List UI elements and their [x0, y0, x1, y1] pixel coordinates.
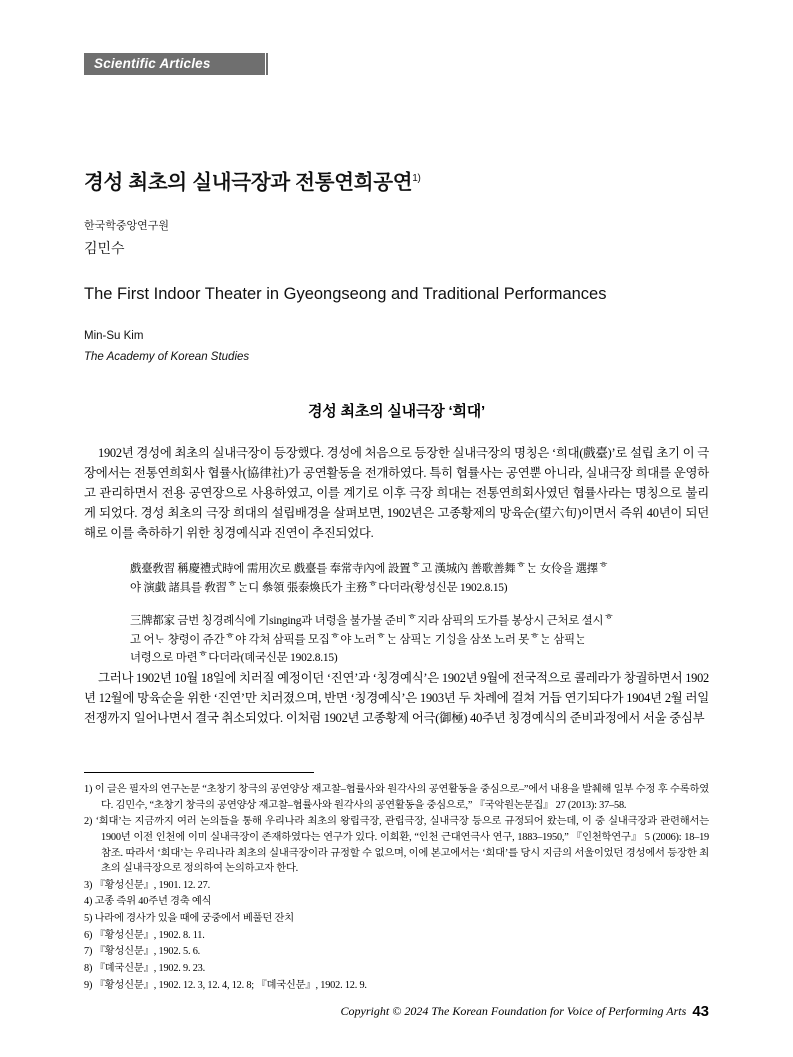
footnote-item: [84, 961, 709, 977]
footnote-text: 『황성신문』, 1901. 12. 27.: [94, 879, 210, 891]
footnote-marker: 5): [84, 913, 93, 925]
footnote-marker: 2): [84, 816, 93, 828]
paragraph-1: [84, 443, 709, 543]
section-heading: 경성 최초의 실내극장 ‘희대’: [307, 403, 486, 420]
footnote-text: 나라에 경사가 있을 때에 궁중에서 베풀던 잔치: [94, 913, 294, 925]
footnotes-list: [84, 782, 709, 994]
footnote-marker: 3): [84, 879, 93, 891]
footnote-item: [84, 782, 709, 813]
footnote-item: [84, 911, 709, 927]
copyright-text: Copyright © 2024 The Korean Foundation for Voice of Performing Arts: [340, 1004, 687, 1018]
footnote-text: 『황성신문』, 1902. 5. 6.: [94, 946, 201, 958]
footnote-marker: 7): [84, 946, 93, 958]
footnote-item: [84, 814, 709, 877]
article-body: [84, 400, 709, 737]
footnote-text: 『황성신문』, 1902. 12. 3, 12. 4, 12. 8; 『뎨국신문』, 1902. 12. 9.: [94, 979, 367, 991]
title-block: [84, 165, 709, 363]
korean-title-footnote-marker: 1): [412, 173, 421, 185]
author-korean: 김민수: [84, 240, 125, 256]
korean-title-text: 경성 최초의 실내극장과 전통연희공연: [84, 171, 413, 194]
page-footer: [84, 1003, 709, 1020]
footnote-separator: [84, 772, 314, 773]
footnote-marker: 6): [84, 929, 93, 941]
blockquote-2-line-2: 고 어ᄂᆞ 챵령이 쥬간ᄒ야 각쳐 삼픽를 모집ᄒ야 노러ᄒᄂᆞᆫ 삼픽ᄂᆞᆫ 기ᄉᆡᆼ을 삼쏘 노러 못ᄒᄂᆞᆫ 삼픽ᄂᆞᆫ: [130, 633, 586, 646]
blockquote-1-line-1: 戲臺敎習 稱慶禮式時에 需用次로 戲臺를 奉常寺內에 設置ᄒ고 漢城內 善歌善舞ᄒᄂᆞᆫ 女伶을 選擇ᄒ: [130, 563, 609, 576]
blockquote-1: [130, 560, 670, 597]
footnote-item: [84, 928, 709, 944]
banner-label: Scientific Articles: [94, 56, 211, 71]
blockquote-2-line-3: 녀령으로 마련ᄒ다더라(뎨국신문 1902.8.15): [130, 652, 338, 665]
footnote-text: ‘희대’는 지금까지 여러 논의들을 통해 우리나라 최초의 왕립극장, 관립극장, 실내극장 등으로 규정되어 왔는데, 이 중 실내극장과 관련해서는 1900년 이전 인천에 이미 실내극장이 존재하였다는 연구가 있다. 이희환, “인천 근대연극사 연구, 1883–1950,” 『인천학연구』 5 (2006): 18–19 참조. 따라서 ‘희대’는 우리나라 최초의 실내극장이라 규정할 수 없으며, 이에 본고에서는 ‘희대’를 당시 지금의 서울이었던 경성에서 등장한 최초의 실내극장으로 정의하여 논의하고자 한다.: [95, 816, 710, 875]
blockquote-2-line-1: 三牌都家 금번 칭경례식에 기singing과 녀령을 불가불 준비ᄒ지라 삼픽의 도가를 봉상시 근처로 셜시ᄒ: [130, 615, 615, 628]
blockquote-2: [130, 612, 670, 667]
page-title: [84, 165, 709, 195]
page-number: 43: [692, 1003, 709, 1020]
footnote-text: 『뎨국신문』, 1902. 9. 23.: [94, 963, 206, 975]
footnote-text: 고종 즉위 40주년 경축 예식: [94, 896, 212, 908]
footnote-item: [84, 878, 709, 894]
paragraph-1-text: 1902년 경성에 최초의 실내극장이 등장했다. 경성에 처음으로 등장한 실내극장의 명칭은 ‘희대(戲臺)’로 설립 초기 이 극장에서는 전통연희회사 협률사(協律社)가 공연활동을 전개하였다. 특히 협률사는 공연뿐 아니라, 실내극장 희대를 운영하고 관리하면서 전용 공연장으로 사용하였고, 이를 계기로 이후 극장 희대는 전통연희회사였던 협률사라는 명칭으로 불리게 되었다. 경성 최초의 극장 희대의 설립배경을 살펴보면, 1902년은 고종황제의 망육순(望六旬)이면서 즉위 40년이 되던 해로 이를 축하하기 위한 칭경예식과 진연이 추진되었다.: [84, 446, 709, 541]
paragraph-2-text: 그러나 1902년 10월 18일에 치러질 예정이던 ‘진연’과 ‘칭경예식’은 1902년 9월에 전국적으로 콜레라가 창궐하면서 1902년 12월에 망육순을 위한 ‘진연’만 치러졌으며, 반면 ‘칭경예식’은 1903년 두 차례에 걸쳐 거듭 연기되다가 1904년 2월 러일전쟁까지 일어나면서 결국 취소되었다. 이처럼 1902년 고종황제 어극(御極) 40주년 칭경예식의 준비과정에서 서울 중심부: [84, 670, 709, 725]
paragraph-2: [84, 668, 709, 728]
blockquote-1-line-2: 야 演戱 諸具를 敎習ᄒᄂᆞᆫ디 叅領 張泰煥氏가 主務ᄒ다더라(황성신문 1902.8.15): [130, 581, 508, 594]
section-banner: [84, 53, 262, 75]
footnote-text: 『황성신문』, 1902. 8. 11.: [94, 929, 205, 941]
footnote-text: 이 글은 필자의 연구논문 “초창기 창극의 공연양상 재고찰–협률사와 원각사의 공연활동을 중심으로–”에서 내용을 발췌해 일부 수정 후 수록하였다. 김민수, “초창기 창극의 공연양상 재고찰–협률사와 원각사의 공연활동을 중심으로,” 『국악원논문집』 27 (2013): 37–58.: [94, 784, 709, 811]
affiliation-english: The Academy of Korean Studies: [84, 351, 250, 363]
footnote-marker: 4): [84, 896, 93, 908]
author-english: Min-Su Kim: [84, 330, 144, 342]
footnote-item: [84, 944, 709, 960]
footnote-item: [84, 894, 709, 910]
footnote-marker: 9): [84, 979, 93, 991]
footnote-item: [84, 978, 709, 994]
english-title: The First Indoor Theater in Gyeongseong and Traditional Performances: [84, 285, 607, 303]
footnote-marker: 8): [84, 963, 93, 975]
affiliation-korean: 한국학중앙연구원: [84, 220, 170, 232]
footnote-marker: 1): [84, 784, 93, 795]
